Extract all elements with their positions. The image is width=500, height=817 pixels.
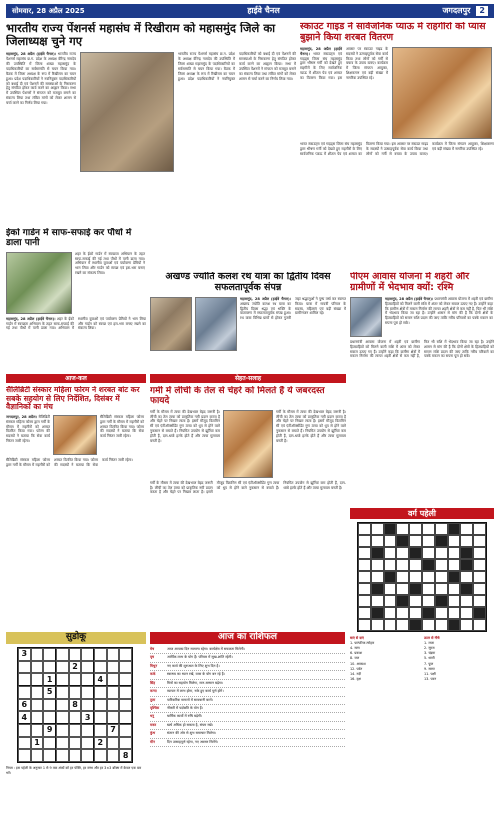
crossword-cell bbox=[448, 619, 461, 631]
sudoku-cell[interactable] bbox=[31, 648, 44, 661]
crossword-cell bbox=[460, 559, 473, 571]
sudoku-cell[interactable] bbox=[31, 724, 44, 737]
crossword-cell[interactable] bbox=[409, 535, 422, 547]
crossword-cell[interactable] bbox=[384, 607, 397, 619]
crossword-clue: 4. सत्य bbox=[350, 646, 360, 651]
crossword-cell[interactable] bbox=[448, 559, 461, 571]
rashifal-item bbox=[150, 663, 345, 671]
crossword-cell[interactable] bbox=[473, 523, 486, 535]
crossword-cell bbox=[409, 583, 422, 595]
sudoku-cell[interactable] bbox=[69, 648, 82, 661]
story-litchi-body: गर्मी के मौसम में त्वचा की देखभाल बेहद जरूरी है। लीची का तेल त्वचा को प्राकृतिक नमी प्रदान करता है और चेहरे पर निखार लाता है। इसमें मौजूद विटामिन सी एवं एंटीऑक्सीडेंट गुण त्वचा को धूप से होने वाले नुकसान से बचाते हैं। नियमित उपयोग से झुर्रियां कम होती हैं, दाग-धब्बे हल्के होते हैं और त्वचा मुलायम बनती है। bbox=[150, 409, 220, 443]
sudoku-cell[interactable] bbox=[94, 661, 107, 674]
crossword-cell[interactable] bbox=[384, 595, 397, 607]
crossword-cell[interactable] bbox=[396, 607, 409, 619]
sudoku-cell[interactable] bbox=[43, 749, 56, 762]
crossword-cell[interactable] bbox=[358, 583, 371, 595]
rashifal-text: दिन उत्साहपूर्ण रहेगा, नए अवसर मिलेंगे। bbox=[167, 739, 219, 744]
sudoku-cell[interactable] bbox=[43, 648, 56, 661]
crossword-down-list bbox=[424, 641, 494, 682]
sudoku-cell[interactable] bbox=[107, 711, 120, 724]
sudoku-cell[interactable] bbox=[18, 749, 31, 762]
crossword-cell bbox=[460, 547, 473, 559]
sudoku-cell[interactable] bbox=[107, 686, 120, 699]
crossword-clue: 1. पारंपरिक त्योहार bbox=[350, 641, 375, 646]
rashifal-text: स्वास्थ्य का ध्यान रखें, यात्रा के योग बन रहे हैं। bbox=[167, 672, 225, 677]
story-pmawas-photo bbox=[350, 297, 382, 337]
sudoku-cell[interactable] bbox=[94, 749, 107, 762]
crossword-cell bbox=[448, 571, 461, 583]
sudoku-cell[interactable] bbox=[43, 737, 56, 750]
rashifal-sign: वृष bbox=[150, 655, 154, 660]
crossword-cell[interactable] bbox=[384, 547, 397, 559]
story-scout-headline: स्काउट गाइड ने सार्वजनिक प्याऊ में राहगीरों को प्यास बुझाने किया शरबत वितरण bbox=[300, 22, 486, 43]
crossword-cell[interactable] bbox=[409, 559, 422, 571]
sudoku-cell[interactable] bbox=[69, 673, 82, 686]
story-scout-body: भारत स्काउट्स एवं गाइड्स जिला संघ महासमुंद द्वारा भीषण गर्मी को देखते हुए राहगीरों के लिए सार्वजनिक प्याऊ में शीतल पेय एवं शरबत का वितरण किया गया। इस अवसर पर स्काउट गाइड के सदस्यों ने उत्साहपूर्वक सेवा कार्य किया तथा लोगों को गर्मी से बचाव के उपाय बताए। कार्यक्रम में जिला संगठन आयुक्त, शिक्षकगण एवं बड़ी संख्या में नागरिक उपस्थित रहे। bbox=[300, 46, 388, 80]
rashifal-sign: मेष bbox=[150, 647, 155, 651]
rashifal-text: नए कार्य की शुरुआत के लिए शुभ दिन है। bbox=[167, 663, 220, 668]
crossword-down-title: ऊपर से नीचे bbox=[424, 636, 440, 640]
crossword-cell[interactable] bbox=[396, 559, 409, 571]
story-eco-headline: ईको गार्डन में साफ-सफाई कर पौधों में डाला पानी bbox=[6, 228, 132, 249]
story-forum-headline: सैलिब्रिटी संस्कार महिला फोरम ने शरबत बांट कर सबके सहयोग से लिए निर्देशित, दिसंबर में वैज्ञानिकों का मंच bbox=[6, 386, 140, 412]
crossword-cell bbox=[396, 535, 409, 547]
crossword-cell[interactable] bbox=[396, 619, 409, 631]
crossword-cell[interactable] bbox=[435, 547, 448, 559]
crossword-cell[interactable] bbox=[409, 523, 422, 535]
story-eco-dateline: महासमुंद, 28 अप्रैल (हाईवे चैनल)। bbox=[6, 316, 56, 321]
crossword-cell bbox=[409, 619, 422, 631]
rashifal-sign: धनु bbox=[150, 714, 155, 719]
crossword-across-title: बाएं से दाएं bbox=[350, 636, 364, 640]
sudoku-cell[interactable] bbox=[107, 661, 120, 674]
sudoku-cell[interactable] bbox=[119, 724, 132, 737]
rashifal-text: मित्रों का सहयोग मिलेगा, मान-सम्मान बढ़ेगा। bbox=[167, 680, 224, 685]
story-rath-headline: अखण्ड ज्योति कलश रथ यात्रा का द्वितीय दिवस सफलतापूर्वक संपन्न bbox=[165, 272, 331, 293]
sudoku-cell[interactable] bbox=[31, 699, 44, 712]
sudoku-cell[interactable]: 2 bbox=[94, 737, 107, 750]
sudoku-cell[interactable]: 8 bbox=[119, 749, 132, 762]
story-rath-photo-2 bbox=[195, 297, 237, 351]
crossword-cell[interactable] bbox=[358, 619, 371, 631]
sudoku-cell[interactable] bbox=[107, 749, 120, 762]
sudoku-cell[interactable] bbox=[56, 699, 69, 712]
story-pm-awas bbox=[350, 272, 494, 504]
sudoku-cell[interactable] bbox=[56, 737, 69, 750]
rashifal-text: आज आपका दिन सामान्य रहेगा। कार्यक्षेत्र में सफलता मिलेगी। bbox=[167, 647, 245, 651]
sudoku-grid[interactable] bbox=[17, 647, 133, 763]
crossword-clue: 1. राजा bbox=[424, 641, 434, 646]
rashifal-title: आज का राशिफल bbox=[150, 632, 345, 644]
crossword-clues bbox=[350, 636, 494, 682]
story-pensioners-body: भारतीय राज्य पेंशनर्स महासंघ छ.ग. प्रदेश के अध्यक्ष वीरेन्द्र नामदेव की उपस्थिति में जिला शाखा महासमुंद के पदाधिकारियों का सर्वसम्मति से चयन किया गया। बैठक में जिला अध्यक्ष के रूप में रिखीराम का चयन हुआ। प्रदेश पदाधिकारियों ने नवनियुक्त पदाधिकारियों को बधाई दी एवं पेंशनरों की समस्याओं के निराकरण हेतु संगठित होकर कार्य करने का आह्वान किया। सभा में उपस्थित पेंशनरों ने संगठन को मजबूत बनाने का संकल्प लिया तथा लंबित मांगों को लेकर शासन से चर्चा करने का निर्णय लिया गया। bbox=[6, 52, 76, 105]
rashifal-list bbox=[150, 646, 345, 747]
story-eco-body-top: शहर के ईको गार्डन में स्वच्छता अभियान के तहत साफ-सफाई की गई तथा पौधों में पानी डाला गया। अभियान में स्थानीय युवाओं एवं पर्यावरण प्रेमियों ने भाग लिया और गार्डन को स्वच्छ एवं हरा-भरा बनाए रखने का संकल्प लिया। bbox=[75, 251, 145, 276]
sudoku-cell[interactable]: 2 bbox=[69, 661, 82, 674]
crossword-cell[interactable] bbox=[435, 571, 448, 583]
sudoku-cell[interactable] bbox=[18, 737, 31, 750]
section-bar-health: सेहत-सलाह bbox=[150, 374, 346, 383]
crossword-cell[interactable] bbox=[409, 571, 422, 583]
story-pmawas-body-cont: प्रधानमंत्री आवास योजना में शहरी एवं ग्रामीण हितग्राहियों को मिलने वाली राशि में अंतर को लेकर सवाल उठाए गए हैं। उन्होंने कहा कि ग्रामीण क्षेत्रों में मकान निर्माण की लागत शहरी क्षेत्रों से कम नहीं है, फिर भी राशि में भेदभाव किया जा रहा है। उन्होंने शासन से मांग की है कि दोनों क्षेत्रों के हितग्राहियों को समान राशि प्रदान की जाए ताकि गरीब परिवारों का पक्के मकान का सपना पूरा हो सके। bbox=[350, 339, 494, 359]
sudoku-cell[interactable] bbox=[56, 673, 69, 686]
rashifal-sign: मिथुन bbox=[150, 663, 158, 668]
crossword-cell[interactable] bbox=[460, 523, 473, 535]
crossword-cell[interactable] bbox=[358, 547, 371, 559]
crossword-clue: 8. जल bbox=[350, 656, 360, 661]
rashifal-sign: वृश्चिक bbox=[150, 705, 160, 710]
story-pensioners bbox=[6, 22, 296, 222]
masthead-right bbox=[442, 6, 488, 16]
story-rath-yatra bbox=[150, 272, 346, 372]
crossword-cell bbox=[371, 607, 384, 619]
rashifal-text: खर्च अधिक हो सकता है, संयम रखें। bbox=[167, 722, 213, 727]
crossword-across-list bbox=[350, 641, 420, 682]
sudoku-cell[interactable] bbox=[119, 686, 132, 699]
crossword-clue: 11. पक्षी bbox=[424, 671, 436, 676]
crossword-cell[interactable] bbox=[396, 571, 409, 583]
crossword-cell bbox=[473, 607, 486, 619]
crossword-cell[interactable] bbox=[371, 619, 384, 631]
crossword-cell[interactable] bbox=[384, 559, 397, 571]
sudoku-cell[interactable] bbox=[107, 648, 120, 661]
sudoku-cell[interactable] bbox=[81, 724, 94, 737]
sudoku-cell[interactable] bbox=[107, 673, 120, 686]
crossword-cell bbox=[422, 607, 435, 619]
crossword-clue: 10. आकाश bbox=[350, 661, 366, 666]
rashifal-item bbox=[150, 713, 345, 721]
sudoku-cell[interactable] bbox=[56, 661, 69, 674]
story-forum-body: सैलिब्रिटी संस्कार महिला फोरम द्वारा गर्मी के मौसम में राहगीरों को शरबत वितरित किया गया। फोरम की सदस्यों ने बताया कि सेवा कार्य निरंतर जारी रहेगा। bbox=[6, 414, 50, 444]
story-pmawas-body: प्रधानमंत्री आवास योजना में शहरी एवं ग्रामीण हितग्राहियों को मिलने वाली राशि में अंतर को लेकर सवाल उठाए गए हैं। उन्होंने कहा कि ग्रामीण क्षेत्रों में मकान निर्माण की लागत शहरी क्षेत्रों से कम नहीं है, फिर भी राशि में भेदभाव किया जा रहा है। उन्होंने शासन से मांग की है कि दोनों क्षेत्रों के हितग्राहियों को समान राशि प्रदान की जाए ताकि गरीब परिवारों का पक्के मकान का सपना पूरा हो सके। bbox=[385, 296, 493, 326]
sudoku-cell[interactable] bbox=[81, 661, 94, 674]
story-eco-garden bbox=[6, 228, 146, 368]
crossword-cell[interactable] bbox=[448, 535, 461, 547]
sudoku-cell[interactable] bbox=[81, 737, 94, 750]
crossword-clue: 14. नदी bbox=[350, 671, 362, 676]
edition-city: जगदलपुर bbox=[442, 6, 471, 15]
story-pmawas-dateline: महासमुंद, 28 अप्रैल (हाईवे चैनल)। bbox=[385, 296, 434, 301]
crossword-cell[interactable] bbox=[384, 583, 397, 595]
sudoku-cell[interactable] bbox=[107, 699, 120, 712]
crossword-clue: 5. धरती bbox=[424, 656, 435, 661]
crossword-cell bbox=[384, 571, 397, 583]
sudoku-cell[interactable] bbox=[69, 711, 82, 724]
rashifal-sign: तुला bbox=[150, 697, 156, 702]
rashifal-sign: सिंह bbox=[150, 680, 156, 685]
crossword-cell bbox=[384, 523, 397, 535]
rashifal-item bbox=[150, 730, 345, 738]
crossword-cell bbox=[422, 559, 435, 571]
crossword-cell[interactable] bbox=[460, 619, 473, 631]
crossword-cell bbox=[435, 595, 448, 607]
sudoku-cell[interactable] bbox=[81, 749, 94, 762]
sudoku-cell[interactable]: 1 bbox=[31, 737, 44, 750]
crossword-cell[interactable] bbox=[422, 523, 435, 535]
crossword-cell[interactable] bbox=[409, 595, 422, 607]
story-pensioners-body-cont: भारतीय राज्य पेंशनर्स महासंघ छ.ग. प्रदेश के अध्यक्ष वीरेन्द्र नामदेव की उपस्थिति में जिला शाखा महासमुंद के पदाधिकारियों का सर्वसम्मति से चयन किया गया। बैठक में जिला अध्यक्ष के रूप में रिखीराम का चयन हुआ। प्रदेश पदाधिकारियों ने नवनियुक्त पदाधिकारियों को बधाई दी एवं पेंशनरों की समस्याओं के निराकरण हेतु संगठित होकर कार्य करने का आह्वान किया। सभा में उपस्थित पेंशनरों ने संगठन को मजबूत बनाने का संकल्प लिया तथा लंबित मांगों को लेकर शासन से चर्चा करने का निर्णय लिया गया। bbox=[178, 52, 296, 81]
sudoku-cell[interactable] bbox=[18, 673, 31, 686]
crossword-clue: 9. सागर bbox=[424, 666, 435, 671]
crossword-cell bbox=[371, 547, 384, 559]
crossword-cell[interactable] bbox=[435, 619, 448, 631]
sudoku-cell[interactable]: 3 bbox=[18, 648, 31, 661]
sudoku-cell[interactable]: 4 bbox=[94, 673, 107, 686]
story-forum-body-col3: सैलिब्रिटी संस्कार महिला फोरम द्वारा गर्मी के मौसम में राहगीरों को शरबत वितरित किया गया। फोरम की सदस्यों ने बताया कि सेवा कार्य निरंतर जारी रहेगा। bbox=[100, 414, 144, 439]
story-scout bbox=[300, 22, 494, 267]
crossword-cell[interactable] bbox=[460, 571, 473, 583]
sudoku-cell[interactable] bbox=[94, 648, 107, 661]
sudoku-rules: नियम : इस पहेली के अनुसार 1 से 9 तक अंकों को हर पंक्ति, हर स्तंभ और हर 3×3 बॉक्स में केवल एक बार भरें। bbox=[6, 766, 142, 775]
crossword-cell[interactable] bbox=[435, 523, 448, 535]
crossword-cell[interactable] bbox=[473, 571, 486, 583]
crossword-clue: 13. पवन bbox=[424, 676, 437, 681]
crossword-cell[interactable] bbox=[473, 547, 486, 559]
crossword-cell[interactable] bbox=[473, 619, 486, 631]
crossword-cell[interactable] bbox=[358, 607, 371, 619]
sudoku-cell[interactable] bbox=[31, 686, 44, 699]
crossword-cell[interactable] bbox=[371, 523, 384, 535]
crossword-grid[interactable] bbox=[357, 522, 487, 632]
crossword-cell[interactable] bbox=[435, 607, 448, 619]
crossword-cell[interactable] bbox=[448, 547, 461, 559]
crossword-cell[interactable] bbox=[460, 535, 473, 547]
rashifal-item bbox=[150, 646, 345, 654]
sudoku-cell[interactable]: 3 bbox=[81, 711, 94, 724]
crossword-cell bbox=[409, 547, 422, 559]
story-litchi-oil bbox=[150, 386, 346, 626]
story-scout-body-cont: भारत स्काउट्स एवं गाइड्स जिला संघ महासमुंद द्वारा भीषण गर्मी को देखते हुए राहगीरों के लिए सार्वजनिक प्याऊ में शीतल पेय एवं शरबत का वितरण किया गया। इस अवसर पर स्काउट गाइड के सदस्यों ने उत्साहपूर्वक सेवा कार्य किया तथा लोगों को गर्मी से बचाव के उपाय बताए। कार्यक्रम में जिला संगठन आयुक्त, शिक्षकगण एवं बड़ी संख्या में नागरिक उपस्थित रहे। bbox=[300, 141, 494, 156]
sudoku-cell[interactable] bbox=[69, 737, 82, 750]
section-bar-state: आज-कल bbox=[6, 374, 146, 383]
rashifal-text: व्यापार में लाभ होगा, रुके हुए कार्य पूर्ण होंगे। bbox=[167, 689, 224, 694]
sudoku-cell[interactable]: 6 bbox=[18, 699, 31, 712]
crossword-cell[interactable] bbox=[371, 571, 384, 583]
rashifal-text: आर्थिक लाभ के योग हैं। परिवार में सुख-शांति रहेगी। bbox=[167, 655, 233, 660]
crossword-cell[interactable] bbox=[448, 583, 461, 595]
crossword-cell[interactable] bbox=[448, 607, 461, 619]
rashifal-text: नौकरी में पदोन्नति के योग हैं। bbox=[167, 705, 203, 710]
crossword-cell[interactable] bbox=[409, 607, 422, 619]
crossword-clue: 6. प्रकाश bbox=[350, 651, 363, 656]
rashifal-sign: कुंभ bbox=[150, 731, 156, 736]
crossword-clue: 2. सूरज bbox=[424, 646, 435, 651]
rashifal-item bbox=[150, 697, 345, 705]
rashifal-item bbox=[150, 688, 345, 696]
story-forum-photo bbox=[53, 415, 97, 455]
sudoku-cell[interactable] bbox=[119, 661, 132, 674]
story-rath-dateline: महासमुंद, 28 अप्रैल (हाईवे चैनल)। bbox=[240, 296, 291, 301]
sudoku-cell[interactable] bbox=[31, 711, 44, 724]
crossword-clue: 7. फूल bbox=[424, 661, 434, 666]
sudoku-cell[interactable] bbox=[81, 673, 94, 686]
crossword-clue: 16. वृक्ष bbox=[350, 676, 361, 681]
story-pmawas-headline: पीएम आवास योजना में शहरी और ग्रामीणों में भेदभाव क्यों: रश्मि bbox=[350, 272, 470, 293]
sudoku-cell[interactable] bbox=[107, 737, 120, 750]
crossword-cell[interactable] bbox=[460, 595, 473, 607]
crossword-cell[interactable] bbox=[384, 619, 397, 631]
rashifal-sign: कन्या bbox=[150, 689, 157, 694]
sudoku-cell[interactable]: 8 bbox=[69, 699, 82, 712]
crossword-cell[interactable] bbox=[422, 595, 435, 607]
sudoku-cell[interactable] bbox=[31, 661, 44, 674]
crossword-cell[interactable] bbox=[448, 595, 461, 607]
crossword-cell[interactable] bbox=[371, 535, 384, 547]
rashifal-item bbox=[150, 739, 345, 747]
sudoku-cell[interactable]: 4 bbox=[18, 711, 31, 724]
story-litchi-body-col3: गर्मी के मौसम में त्वचा की देखभाल बेहद जरूरी है। लीची का तेल त्वचा को प्राकृतिक नमी प्रदान करता है और चेहरे पर निखार लाता है। इसमें मौजूद विटामिन सी एवं एंटीऑक्सीडेंट गुण त्वचा को धूप से होने वाले नुकसान से बचाते हैं। नियमित उपयोग से झुर्रियां कम होती हैं, दाग-धब्बे हल्के होते हैं और त्वचा मुलायम बनती है। bbox=[276, 409, 346, 443]
paper-name: हाईवे चैनल bbox=[247, 6, 280, 15]
crossword-cell[interactable] bbox=[435, 583, 448, 595]
sudoku-cell[interactable] bbox=[56, 749, 69, 762]
crossword-clue: 12. पर्वत bbox=[350, 666, 363, 671]
rashifal-item bbox=[150, 654, 345, 662]
crossword-cell[interactable] bbox=[473, 583, 486, 595]
sudoku-cell[interactable]: 7 bbox=[107, 724, 120, 737]
sudoku-cell[interactable] bbox=[119, 737, 132, 750]
crossword-cell bbox=[371, 583, 384, 595]
crossword-cell[interactable] bbox=[358, 523, 371, 535]
sudoku-cell[interactable] bbox=[31, 673, 44, 686]
sudoku-cell[interactable] bbox=[56, 686, 69, 699]
story-rath-body: अखण्ड ज्योति कलश रथ यात्रा का द्वितीय दिवस श्रद्धा एवं भक्ति के वातावरण में सफलतापूर्वक संपन्न हुआ। रथ यात्रा विभिन्न ग्रामों से होकर गुजरी जहां श्रद्धालुओं ने पुष्प वर्षा कर स्वागत किया। यात्रा में गायत्री परिवार के सदस्य, महिलाएं एवं बड़ी संख्या में ग्रामीणजन शामिल रहे। bbox=[240, 296, 346, 321]
sudoku-cell[interactable]: 5 bbox=[43, 686, 56, 699]
sudoku-cell[interactable] bbox=[94, 724, 107, 737]
story-pensioners-headline: भारतीय राज्य पेंशनर्स महासंघ में रिखीराम को महासमुंद जिले का जिलाध्यक्ष चुने गए bbox=[6, 22, 276, 49]
crossword-cell[interactable] bbox=[396, 523, 409, 535]
sudoku-cell[interactable] bbox=[94, 686, 107, 699]
story-litchi-headline: गर्मी में लीची के तेल से चेहरे को मिलते हैं ये जबरदस्त फायदे bbox=[150, 386, 325, 407]
crossword-cell bbox=[448, 523, 461, 535]
crossword-cell[interactable] bbox=[396, 583, 409, 595]
rashifal-text: धार्मिक कार्यों में रुचि बढ़ेगी। bbox=[167, 714, 203, 719]
story-mahila-forum bbox=[6, 386, 146, 626]
crossword-cell[interactable] bbox=[473, 595, 486, 607]
sudoku-cell[interactable]: 1 bbox=[43, 673, 56, 686]
sudoku-cell[interactable] bbox=[56, 648, 69, 661]
sudoku-cell[interactable] bbox=[18, 661, 31, 674]
story-pensioners-photo bbox=[80, 52, 174, 172]
rashifal-text: पारिवारिक मामलों में सावधानी बरतें। bbox=[167, 697, 213, 702]
story-forum-dateline: जगदलपुर, 28 अप्रैल। bbox=[6, 414, 37, 419]
sudoku-cell[interactable] bbox=[43, 699, 56, 712]
crossword-cell[interactable] bbox=[371, 559, 384, 571]
sudoku-cell[interactable] bbox=[94, 711, 107, 724]
sudoku-cell[interactable] bbox=[43, 661, 56, 674]
story-rath-photo-1 bbox=[150, 297, 192, 351]
crossword-clue: 3. चंद्रमा bbox=[424, 651, 436, 656]
masthead bbox=[6, 4, 494, 18]
crossword-cell[interactable] bbox=[358, 571, 371, 583]
sudoku-cell[interactable] bbox=[81, 686, 94, 699]
crossword-cell[interactable] bbox=[422, 571, 435, 583]
sudoku-cell[interactable] bbox=[81, 699, 94, 712]
crossword-cell bbox=[460, 583, 473, 595]
crossword-cell[interactable] bbox=[473, 535, 486, 547]
issue-date: सोमवार, 28 अप्रैल 2025 bbox=[12, 6, 85, 15]
sudoku-cell[interactable] bbox=[18, 686, 31, 699]
story-scout-dateline: महासमुंद, 28 अप्रैल (हाईवे चैनल)। bbox=[300, 46, 342, 56]
crossword-cell bbox=[396, 595, 409, 607]
rashifal-sign: मीन bbox=[150, 739, 155, 744]
crossword-cell[interactable] bbox=[371, 595, 384, 607]
story-litchi-photo bbox=[223, 410, 273, 478]
story-eco-body: शहर के ईको गार्डन में स्वच्छता अभियान के तहत साफ-सफाई की गई तथा पौधों में पानी डाला गया। अभियान में स्थानीय युवाओं एवं पर्यावरण प्रेमियों ने भाग लिया और गार्डन को स्वच्छ एवं हरा-भरा बनाए रखने का संकल्प लिया। bbox=[6, 316, 146, 331]
story-eco-photo bbox=[6, 252, 72, 314]
crossword-cell[interactable] bbox=[435, 559, 448, 571]
crossword-cell bbox=[435, 535, 448, 547]
sudoku-cell[interactable] bbox=[56, 711, 69, 724]
crossword-cell[interactable] bbox=[422, 535, 435, 547]
sudoku-cell[interactable] bbox=[119, 711, 132, 724]
story-pensioners-dateline: महासमुंद, 28 अप्रैल (हाईवे चैनल)। bbox=[6, 52, 57, 57]
story-forum-body-cont: सैलिब्रिटी संस्कार महिला फोरम द्वारा गर्मी के मौसम में राहगीरों को शरबत वितरित किया गया। फोरम की सदस्यों ने बताया कि सेवा कार्य निरंतर जारी रहेगा। bbox=[6, 457, 133, 467]
crossword-cell[interactable] bbox=[358, 595, 371, 607]
crossword-cell[interactable] bbox=[358, 559, 371, 571]
sudoku-cell[interactable] bbox=[119, 673, 132, 686]
sudoku-cell[interactable] bbox=[56, 724, 69, 737]
sudoku-cell[interactable] bbox=[69, 749, 82, 762]
crossword-cell[interactable] bbox=[384, 535, 397, 547]
page-number: 2 bbox=[476, 6, 488, 16]
sudoku-cell[interactable] bbox=[18, 724, 31, 737]
sudoku-cell[interactable] bbox=[69, 686, 82, 699]
sudoku-cell[interactable] bbox=[94, 699, 107, 712]
story-scout-photo bbox=[392, 47, 492, 139]
rashifal-text: संतान की ओर से शुभ समाचार मिलेगा। bbox=[167, 731, 217, 736]
crossword-cell[interactable] bbox=[473, 559, 486, 571]
rashifal-item bbox=[150, 722, 345, 730]
sudoku-title: सुडोकू bbox=[6, 632, 146, 644]
sudoku-cell[interactable] bbox=[69, 724, 82, 737]
crossword-cell[interactable] bbox=[422, 583, 435, 595]
sudoku-cell[interactable] bbox=[119, 699, 132, 712]
sudoku-cell[interactable] bbox=[81, 648, 94, 661]
sudoku-cell[interactable] bbox=[119, 648, 132, 661]
crossword-cell[interactable] bbox=[422, 547, 435, 559]
crossword-cell[interactable] bbox=[396, 547, 409, 559]
rashifal-sign: मकर bbox=[150, 722, 157, 727]
story-litchi-body-cont: गर्मी के मौसम में त्वचा की देखभाल बेहद जरूरी है। लीची का तेल त्वचा को प्राकृतिक नमी प्रदान करता है और चेहरे पर निखार लाता है। इसमें मौजूद विटामिन सी एवं एंटीऑक्सीडेंट गुण त्वचा को धूप से होने वाले नुकसान से बचाते हैं। नियमित उपयोग से झुर्रियां कम होती हैं, दाग-धब्बे हल्के होते हैं और त्वचा मुलायम बनती है। bbox=[150, 480, 346, 495]
rashifal-item bbox=[150, 680, 345, 688]
sudoku-cell[interactable] bbox=[43, 711, 56, 724]
rashifal-sign: कर्क bbox=[150, 672, 156, 677]
rashifal-item bbox=[150, 671, 345, 679]
crossword-cell[interactable] bbox=[460, 607, 473, 619]
crossword-cell[interactable] bbox=[422, 619, 435, 631]
sudoku-cell[interactable]: 9 bbox=[43, 724, 56, 737]
crossword-title: वर्ग पहेली bbox=[350, 508, 494, 519]
sudoku-cell[interactable] bbox=[31, 749, 44, 762]
rashifal-item bbox=[150, 705, 345, 713]
crossword-cell[interactable] bbox=[358, 535, 371, 547]
